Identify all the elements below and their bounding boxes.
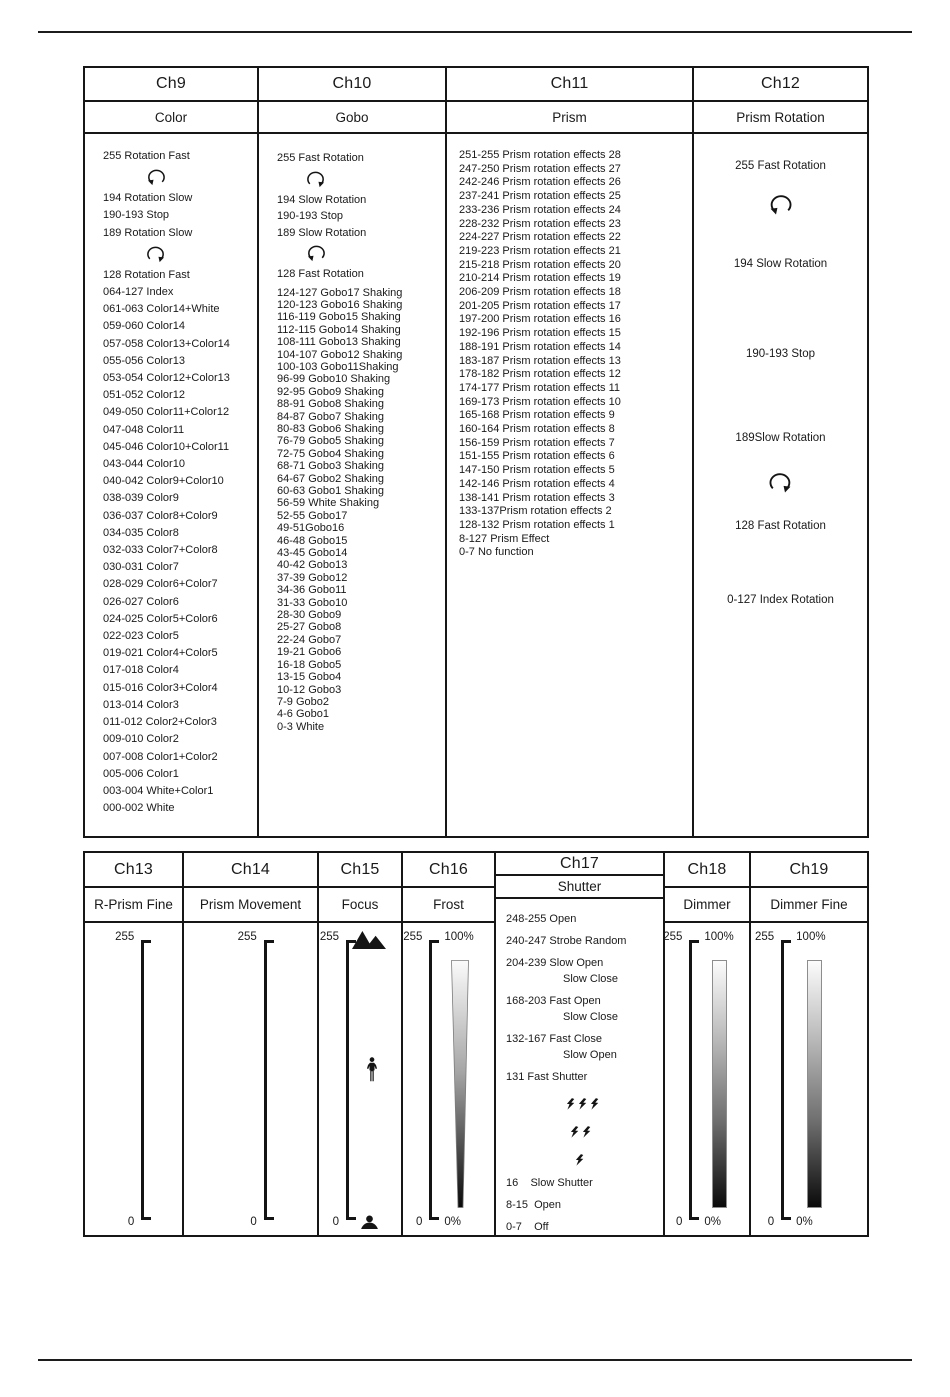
channel-function: R-Prism Fine bbox=[85, 888, 182, 923]
dmx-value-row: 13-15 Gobo4 bbox=[277, 671, 342, 684]
percent-max-label: 100% bbox=[796, 931, 826, 943]
dmx-value-row: 76-79 Gobo5 Shaking bbox=[277, 435, 385, 448]
shutter-value-row: 0-7 Off bbox=[506, 1221, 549, 1233]
dmx-value-row: 007-008 Color1+Color2 bbox=[103, 750, 218, 763]
slider-rail bbox=[689, 940, 692, 1220]
dmx-value-row: 043-044 Color10 bbox=[103, 458, 185, 471]
dmx-value-row: 233-236 Prism rotation effects 24 bbox=[459, 203, 621, 216]
dmx-value-row: 128 Fast Rotation bbox=[735, 520, 826, 532]
dmx-value-row: 011-012 Color2+Color3 bbox=[103, 716, 217, 729]
dmx-value-row: 040-042 Color9+Color10 bbox=[103, 475, 224, 488]
range-min-label: 0 bbox=[415, 1216, 423, 1228]
dmx-value-row: 206-209 Prism rotation effects 18 bbox=[459, 286, 621, 299]
dmx-value-row: 194 Slow Rotation bbox=[733, 258, 828, 270]
dmx-value-row: 251-255 Prism rotation effects 28 bbox=[459, 149, 621, 161]
dmx-value-row: 000-002 White bbox=[103, 802, 175, 815]
person-icon bbox=[365, 1057, 379, 1083]
dmx-value-row: 228-232 Prism rotation effects 23 bbox=[459, 217, 621, 230]
dmx-value-row: 034-035 Color8 bbox=[103, 526, 179, 539]
dmx-value-row: 192-196 Prism rotation effects 15 bbox=[459, 327, 621, 340]
lightning-icon bbox=[575, 1154, 584, 1169]
dmx-value-row: 56-59 White Shaking bbox=[277, 497, 380, 510]
lightning-icon bbox=[578, 1098, 587, 1113]
channel-function: Gobo bbox=[259, 102, 445, 134]
channel-function: Shutter bbox=[496, 876, 663, 899]
channel-header: Ch18 bbox=[665, 853, 749, 888]
rotate-cw-icon bbox=[143, 244, 253, 265]
channel-header: Ch15 bbox=[319, 853, 401, 888]
dmx-value-row: 201-205 Prism rotation effects 17 bbox=[459, 299, 621, 312]
channel-header: Ch13 bbox=[85, 853, 182, 888]
channel-header: Ch14 bbox=[184, 853, 317, 888]
percent-min-label: 0% bbox=[704, 1216, 721, 1228]
shutter-value-row: Slow Close bbox=[563, 973, 619, 985]
channel-body bbox=[184, 923, 317, 1235]
range-max-label: 255 bbox=[319, 931, 340, 943]
dmx-value-row: 189 Rotation Slow bbox=[103, 226, 193, 239]
percent-min-label: 0% bbox=[796, 1216, 813, 1228]
slider-rail bbox=[346, 940, 349, 1220]
dmx-value-row: 128-132 Prism rotation effects 1 bbox=[459, 518, 615, 531]
dmx-value-row: 190-193 Stop bbox=[103, 209, 170, 222]
column-ch10 bbox=[259, 68, 447, 836]
dmx-value-row: 015-016 Color3+Color4 bbox=[103, 681, 218, 694]
dmx-value-row: 009-010 Color2 bbox=[103, 733, 179, 746]
dmx-value-row: 013-014 Color3 bbox=[103, 698, 179, 711]
dmx-value-row: 112-115 Gobo14 Shaking bbox=[277, 323, 401, 336]
range-max-label: 255 bbox=[237, 931, 257, 943]
dmx-value-row: 116-119 Gobo15 Shaking bbox=[277, 311, 401, 324]
range-min-label: 0 bbox=[675, 1216, 683, 1228]
channel-function: Prism Movement bbox=[184, 888, 317, 923]
dmx-value-row: 46-48 Gobo15 bbox=[277, 534, 348, 547]
column-ch11 bbox=[447, 68, 694, 836]
channel-body bbox=[85, 134, 257, 836]
dmx-value-row: 255 Fast Rotation bbox=[735, 160, 826, 172]
dmx-value-row: 190-193 Stop bbox=[745, 348, 816, 360]
dmx-value-row: 88-91 Gobo8 Shaking bbox=[277, 398, 385, 411]
percent-max-label: 100% bbox=[704, 931, 734, 943]
column-ch19 bbox=[751, 853, 867, 1235]
shutter-value-row: 204-239 Slow Open bbox=[506, 957, 604, 969]
dmx-value-row: 22-24 Gobo7 bbox=[277, 633, 342, 646]
dmx-value-row: 045-046 Color10+Color11 bbox=[103, 440, 230, 453]
dmx-value-row: 019-021 Color4+Color5 bbox=[103, 647, 218, 660]
channel-function: Dimmer Fine bbox=[751, 888, 867, 923]
bust-icon bbox=[360, 1215, 379, 1229]
dmx-value-row: 169-173 Prism rotation effects 10 bbox=[459, 395, 621, 408]
dmx-value-row: 120-123 Gobo16 Shaking bbox=[277, 298, 403, 311]
dmx-value-row: 188-191 Prism rotation effects 14 bbox=[459, 340, 621, 353]
dmx-value-row: 030-031 Color7 bbox=[103, 561, 179, 574]
dmx-value-row: 247-250 Prism rotation effects 27 bbox=[459, 162, 621, 175]
channel-header: Ch19 bbox=[751, 853, 867, 888]
channel-header: Ch11 bbox=[447, 68, 692, 102]
dmx-value-row: 255 Rotation Fast bbox=[103, 150, 190, 162]
dmx-value-row: 242-246 Prism rotation effects 26 bbox=[459, 176, 621, 189]
channel-header: Ch9 bbox=[85, 68, 257, 102]
dmx-value-row: 005-006 Color1 bbox=[103, 767, 179, 780]
dmx-value-row: 194 Slow Rotation bbox=[277, 193, 367, 206]
dmx-value-row: 197-200 Prism rotation effects 16 bbox=[459, 313, 621, 326]
channel-function: Frost bbox=[403, 888, 494, 923]
dmx-value-row: 49-51Gobo16 bbox=[277, 522, 345, 535]
bottom-rule bbox=[38, 1359, 912, 1361]
dmx-value-row: 210-214 Prism rotation effects 19 bbox=[459, 272, 621, 285]
range-max-label: 255 bbox=[403, 931, 423, 943]
dmx-value-row: 28-30 Gobo9 bbox=[277, 609, 342, 622]
rotate-cw-icon bbox=[303, 169, 441, 190]
dmx-value-row: 128 Fast Rotation bbox=[277, 268, 364, 280]
column-ch15 bbox=[319, 853, 403, 1235]
lightning-icon bbox=[590, 1098, 599, 1113]
dmx-value-row: 7-9 Gobo2 bbox=[277, 695, 329, 708]
dmx-value-row: 189 Slow Rotation bbox=[277, 226, 367, 239]
dmx-value-row: 165-168 Prism rotation effects 9 bbox=[459, 409, 615, 422]
dmx-value-row: 80-83 Gobo6 Shaking bbox=[277, 422, 385, 435]
dmx-value-row: 37-39 Gobo12 bbox=[277, 571, 348, 584]
dmx-value-row: 024-025 Color5+Color6 bbox=[103, 612, 218, 625]
dmx-value-row: 057-058 Color13+Color14 bbox=[103, 337, 230, 350]
dmx-value-row: 215-218 Prism rotation effects 20 bbox=[459, 258, 621, 271]
channel-function: Focus bbox=[319, 888, 401, 923]
percent-min-label: 0% bbox=[444, 1216, 461, 1228]
range-min-label: 0 bbox=[332, 1216, 340, 1228]
dmx-value-row: 219-223 Prism rotation effects 21 bbox=[459, 244, 621, 257]
channel-header: Ch10 bbox=[259, 68, 445, 102]
channel-body bbox=[85, 923, 182, 1235]
shutter-value-row: 132-167 Fast Close bbox=[506, 1033, 602, 1045]
slider-rail bbox=[141, 940, 144, 1220]
channel-header: Ch12 bbox=[694, 68, 867, 102]
dmx-value-row: 84-87 Gobo7 Shaking bbox=[277, 410, 385, 423]
dmx-value-row: 038-039 Color9 bbox=[103, 492, 179, 505]
channel-body bbox=[496, 899, 663, 1235]
column-ch16 bbox=[403, 853, 496, 1235]
mountains-icon bbox=[352, 930, 386, 949]
range-min-label: 0 bbox=[127, 1216, 135, 1228]
column-ch12 bbox=[694, 68, 867, 836]
dmx-value-row: 190-193 Stop bbox=[277, 210, 344, 222]
shutter-value-row: Slow Close bbox=[563, 1011, 619, 1023]
dmx-value-row: 053-054 Color12+Color13 bbox=[103, 372, 230, 385]
dimmer-gradient-bar bbox=[807, 960, 822, 1208]
channel-function: Color bbox=[85, 102, 257, 134]
channel-body bbox=[319, 923, 401, 1235]
dmx-value-row: 128 Rotation Fast bbox=[103, 268, 190, 281]
dmx-value-row: 026-027 Color6 bbox=[103, 595, 179, 608]
rotate-cw-icon bbox=[765, 470, 796, 496]
channel-header: Ch16 bbox=[403, 853, 494, 888]
dmx-value-row: 051-052 Color12 bbox=[103, 389, 185, 402]
range-max-label: 255 bbox=[754, 931, 775, 943]
dmx-value-row: 40-42 Gobo13 bbox=[277, 559, 348, 572]
lightning-icon bbox=[570, 1126, 579, 1141]
dmx-value-row: 055-056 Color13 bbox=[103, 354, 185, 367]
shutter-value-row: 168-203 Fast Open bbox=[506, 995, 601, 1007]
shutter-value-row: Slow Open bbox=[563, 1049, 617, 1061]
dmx-value-row: 19-21 Gobo6 bbox=[277, 646, 342, 659]
dmx-value-row: 194 Rotation Slow bbox=[103, 192, 193, 205]
dmx-value-row: 189Slow Rotation bbox=[735, 432, 826, 444]
dmx-value-row: 0-127 Index Rotation bbox=[727, 594, 834, 606]
dmx-value-row: 138-141 Prism rotation effects 3 bbox=[459, 491, 615, 504]
dmx-value-row: 061-063 Color14+White bbox=[103, 303, 220, 316]
lightning-icon bbox=[582, 1126, 591, 1141]
strobe-speed-row bbox=[506, 1098, 659, 1113]
top-rule bbox=[38, 31, 912, 33]
shutter-value-row: 16 Slow Shutter bbox=[506, 1177, 593, 1189]
dmx-value-row: 160-164 Prism rotation effects 8 bbox=[459, 423, 615, 436]
dmx-value-row: 224-227 Prism rotation effects 22 bbox=[459, 231, 621, 244]
dmx-value-row: 047-048 Color11 bbox=[103, 423, 185, 436]
dmx-value-row: 72-75 Gobo4 Shaking bbox=[277, 447, 385, 460]
dmx-value-row: 178-182 Prism rotation effects 12 bbox=[459, 368, 621, 381]
dmx-value-row: 4-6 Gobo1 bbox=[277, 708, 329, 721]
range-min-label: 0 bbox=[767, 1216, 775, 1228]
channel-body bbox=[751, 923, 867, 1235]
dmx-value-row: 16-18 Gobo5 bbox=[277, 658, 342, 671]
dmx-value-row: 133-137Prism rotation effects 2 bbox=[459, 505, 612, 518]
column-ch18 bbox=[665, 853, 751, 1235]
channel-function: Dimmer bbox=[665, 888, 749, 923]
dmx-value-row: 017-018 Color4 bbox=[103, 664, 179, 677]
dmx-value-row: 64-67 Gobo2 Shaking bbox=[277, 472, 385, 485]
dmx-value-row: 237-241 Prism rotation effects 25 bbox=[459, 190, 621, 203]
dmx-value-row: 028-029 Color6+Color7 bbox=[103, 578, 218, 591]
dmx-value-row: 036-037 Color8+Color9 bbox=[103, 509, 218, 522]
channel-header: Ch17 bbox=[496, 853, 663, 876]
range-min-label: 0 bbox=[250, 1216, 257, 1228]
shutter-value-row: 131 Fast Shutter bbox=[506, 1071, 588, 1083]
slider-rail bbox=[429, 940, 432, 1220]
dmx-value-row: 104-107 Gobo12 Shaking bbox=[277, 348, 403, 361]
dmx-value-row: 059-060 Color14 bbox=[103, 320, 185, 333]
dmx-value-row: 124-127 Gobo17 Shaking bbox=[277, 286, 403, 299]
dmx-value-row: 049-050 Color11+Color12 bbox=[103, 406, 230, 419]
dmx-value-row: 147-150 Prism rotation effects 5 bbox=[459, 464, 615, 477]
dmx-value-row: 43-45 Gobo14 bbox=[277, 547, 348, 560]
dmx-value-row: 10-12 Gobo3 bbox=[277, 683, 342, 696]
dmx-value-row: 0-3 White bbox=[277, 720, 325, 733]
strobe-speed-row bbox=[506, 1126, 659, 1141]
lightning-icon bbox=[566, 1098, 575, 1113]
dmx-value-row: 151-155 Prism rotation effects 6 bbox=[459, 450, 615, 463]
dmx-value-row: 142-146 Prism rotation effects 4 bbox=[459, 477, 615, 490]
dmx-value-row: 34-36 Gobo11 bbox=[277, 584, 347, 597]
column-ch14 bbox=[184, 853, 319, 1235]
column-ch17 bbox=[496, 853, 665, 1235]
strobe-speed-row bbox=[506, 1154, 659, 1169]
slider-rail bbox=[264, 940, 267, 1220]
dmx-value-row: 174-177 Prism rotation effects 11 bbox=[459, 381, 621, 394]
shutter-value-row: 240-247 Strobe Random bbox=[506, 935, 627, 947]
range-max-label: 255 bbox=[115, 931, 135, 943]
dmx-value-row: 31-33 Gobo10 bbox=[277, 596, 348, 609]
dmx-value-row: 92-95 Gobo9 Shaking bbox=[277, 385, 385, 398]
dmx-value-row: 52-55 Gobo17 bbox=[277, 509, 348, 522]
dmx-value-row: 064-127 Index bbox=[103, 286, 174, 299]
channel-function: Prism bbox=[447, 102, 692, 134]
channel-body bbox=[665, 923, 749, 1235]
shutter-value-row: 248-255 Open bbox=[506, 913, 577, 925]
dmx-value-row: 96-99 Gobo10 Shaking bbox=[277, 373, 391, 386]
channel-body bbox=[403, 923, 494, 1235]
dmx-value-row: 022-023 Color5 bbox=[103, 630, 179, 643]
dimmer-gradient-bar bbox=[712, 960, 727, 1208]
channel-body bbox=[694, 134, 867, 836]
rotate-ccw-icon bbox=[765, 192, 796, 218]
dmx-value-row: 003-004 White+Color1 bbox=[103, 784, 214, 797]
column-ch13 bbox=[85, 853, 184, 1235]
slider-rail bbox=[781, 940, 784, 1220]
dmx-value-row: 156-159 Prism rotation effects 7 bbox=[459, 436, 615, 449]
dmx-value-row: 68-71 Gobo3 Shaking bbox=[277, 460, 385, 473]
rotate-ccw-icon bbox=[143, 167, 253, 188]
shutter-value-row: 8-15 Open bbox=[506, 1199, 562, 1211]
dmx-value-row: 100-103 Gobo11Shaking bbox=[277, 360, 399, 373]
dmx-value-row: 60-63 Gobo1 Shaking bbox=[277, 485, 385, 497]
channel-body bbox=[447, 134, 692, 836]
dmx-value-row: 0-7 No function bbox=[459, 546, 534, 559]
channel-function: Prism Rotation bbox=[694, 102, 867, 134]
range-max-label: 255 bbox=[663, 931, 683, 943]
dmx-value-row: 25-27 Gobo8 bbox=[277, 621, 342, 634]
column-ch9 bbox=[85, 68, 259, 836]
percent-max-label: 100% bbox=[444, 931, 474, 943]
frost-gradient-wedge bbox=[450, 960, 470, 1208]
dmx-value-row: 108-111 Gobo13 Shaking bbox=[277, 336, 401, 349]
dmx-value-row: 255 Fast Rotation bbox=[277, 152, 364, 164]
dmx-value-row: 183-187 Prism rotation effects 13 bbox=[459, 354, 621, 367]
dmx-value-row: 032-033 Color7+Color8 bbox=[103, 544, 218, 557]
dmx-value-row: 8-127 Prism Effect bbox=[459, 532, 550, 545]
rotate-ccw-icon bbox=[303, 243, 441, 264]
channel-body bbox=[259, 134, 445, 836]
dmx-table-upper bbox=[83, 66, 869, 838]
dmx-table-lower bbox=[83, 851, 869, 1237]
